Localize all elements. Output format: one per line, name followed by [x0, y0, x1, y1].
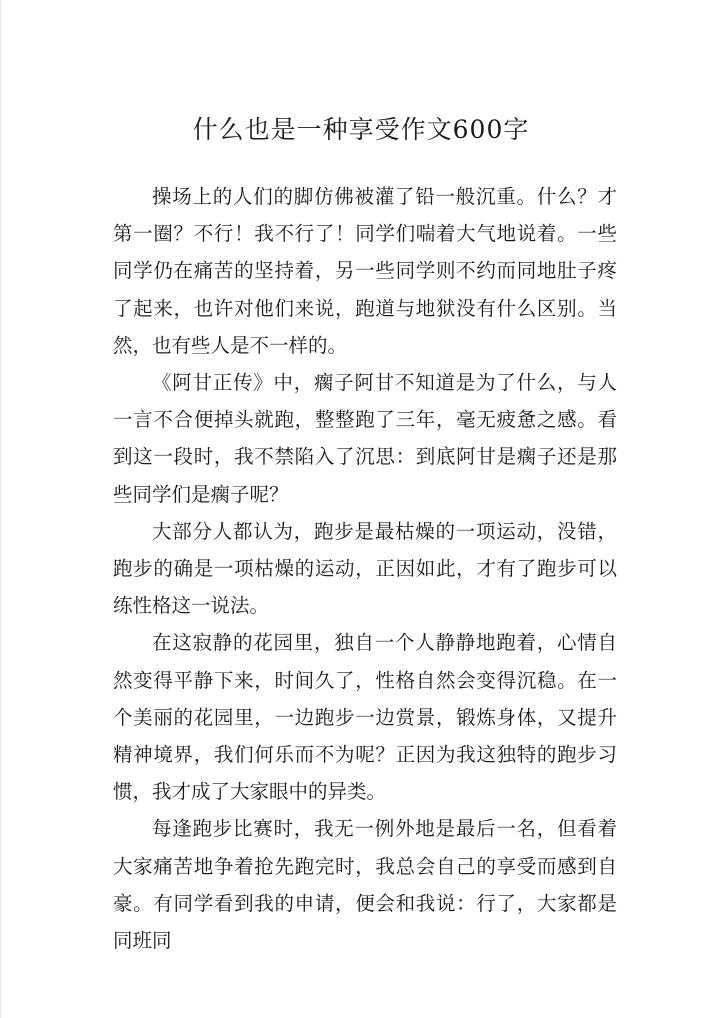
paragraph-3: 大部分人都认为，跑步是最枯燥的一项运动，没错，跑步的确是一项枯燥的运动，正因如此，才有了跑步可以练性格这一说法。: [113, 519, 617, 618]
paragraph-1: 操场上的人们的脚仿佛被灌了铅一般沉重。什么？才第一圈？不行！我不行了！同学们喘着大气地说着。一些同学仍在痛苦的坚持着，另一些同学则不约而同地肚子疼了起来，也许对他们来说，跑道与地狱没有什么区别。当然，也有些人是不一样的。: [113, 185, 617, 357]
paragraph-4: 在这寂静的花园里，独自一个人静静地跑着，心情自然变得平静下来，时间久了，性格自然会变得沉稳。在一个美丽的花园里，一边跑步一边赏景，锻炼身体，又提升精神境界，我们何乐而不为呢？正因为我这独特的跑步习惯，我才成了大家眼中的异类。: [113, 631, 617, 804]
paragraph-2: 《阿甘正传》中，瘸子阿甘不知道是为了什么，与人一言不合便掉头就跑，整整跑了三年，毫无疲惫之感。看到这一段时，我不禁陷入了沉思：到底阿甘是瘸子还是那些同学们是瘸子呢？: [113, 371, 617, 506]
document-title: 什么也是一种享受作文600字: [192, 115, 530, 144]
document-body: [113, 178, 617, 959]
paragraph-5: 每逢跑步比赛时，我无一例外地是最后一名，但看着大家痛苦地争着抢先跑完时，我总会自己的享受而感到自豪。有同学看到我的申请，便会和我说：行了，大家都是同班同: [113, 817, 617, 953]
